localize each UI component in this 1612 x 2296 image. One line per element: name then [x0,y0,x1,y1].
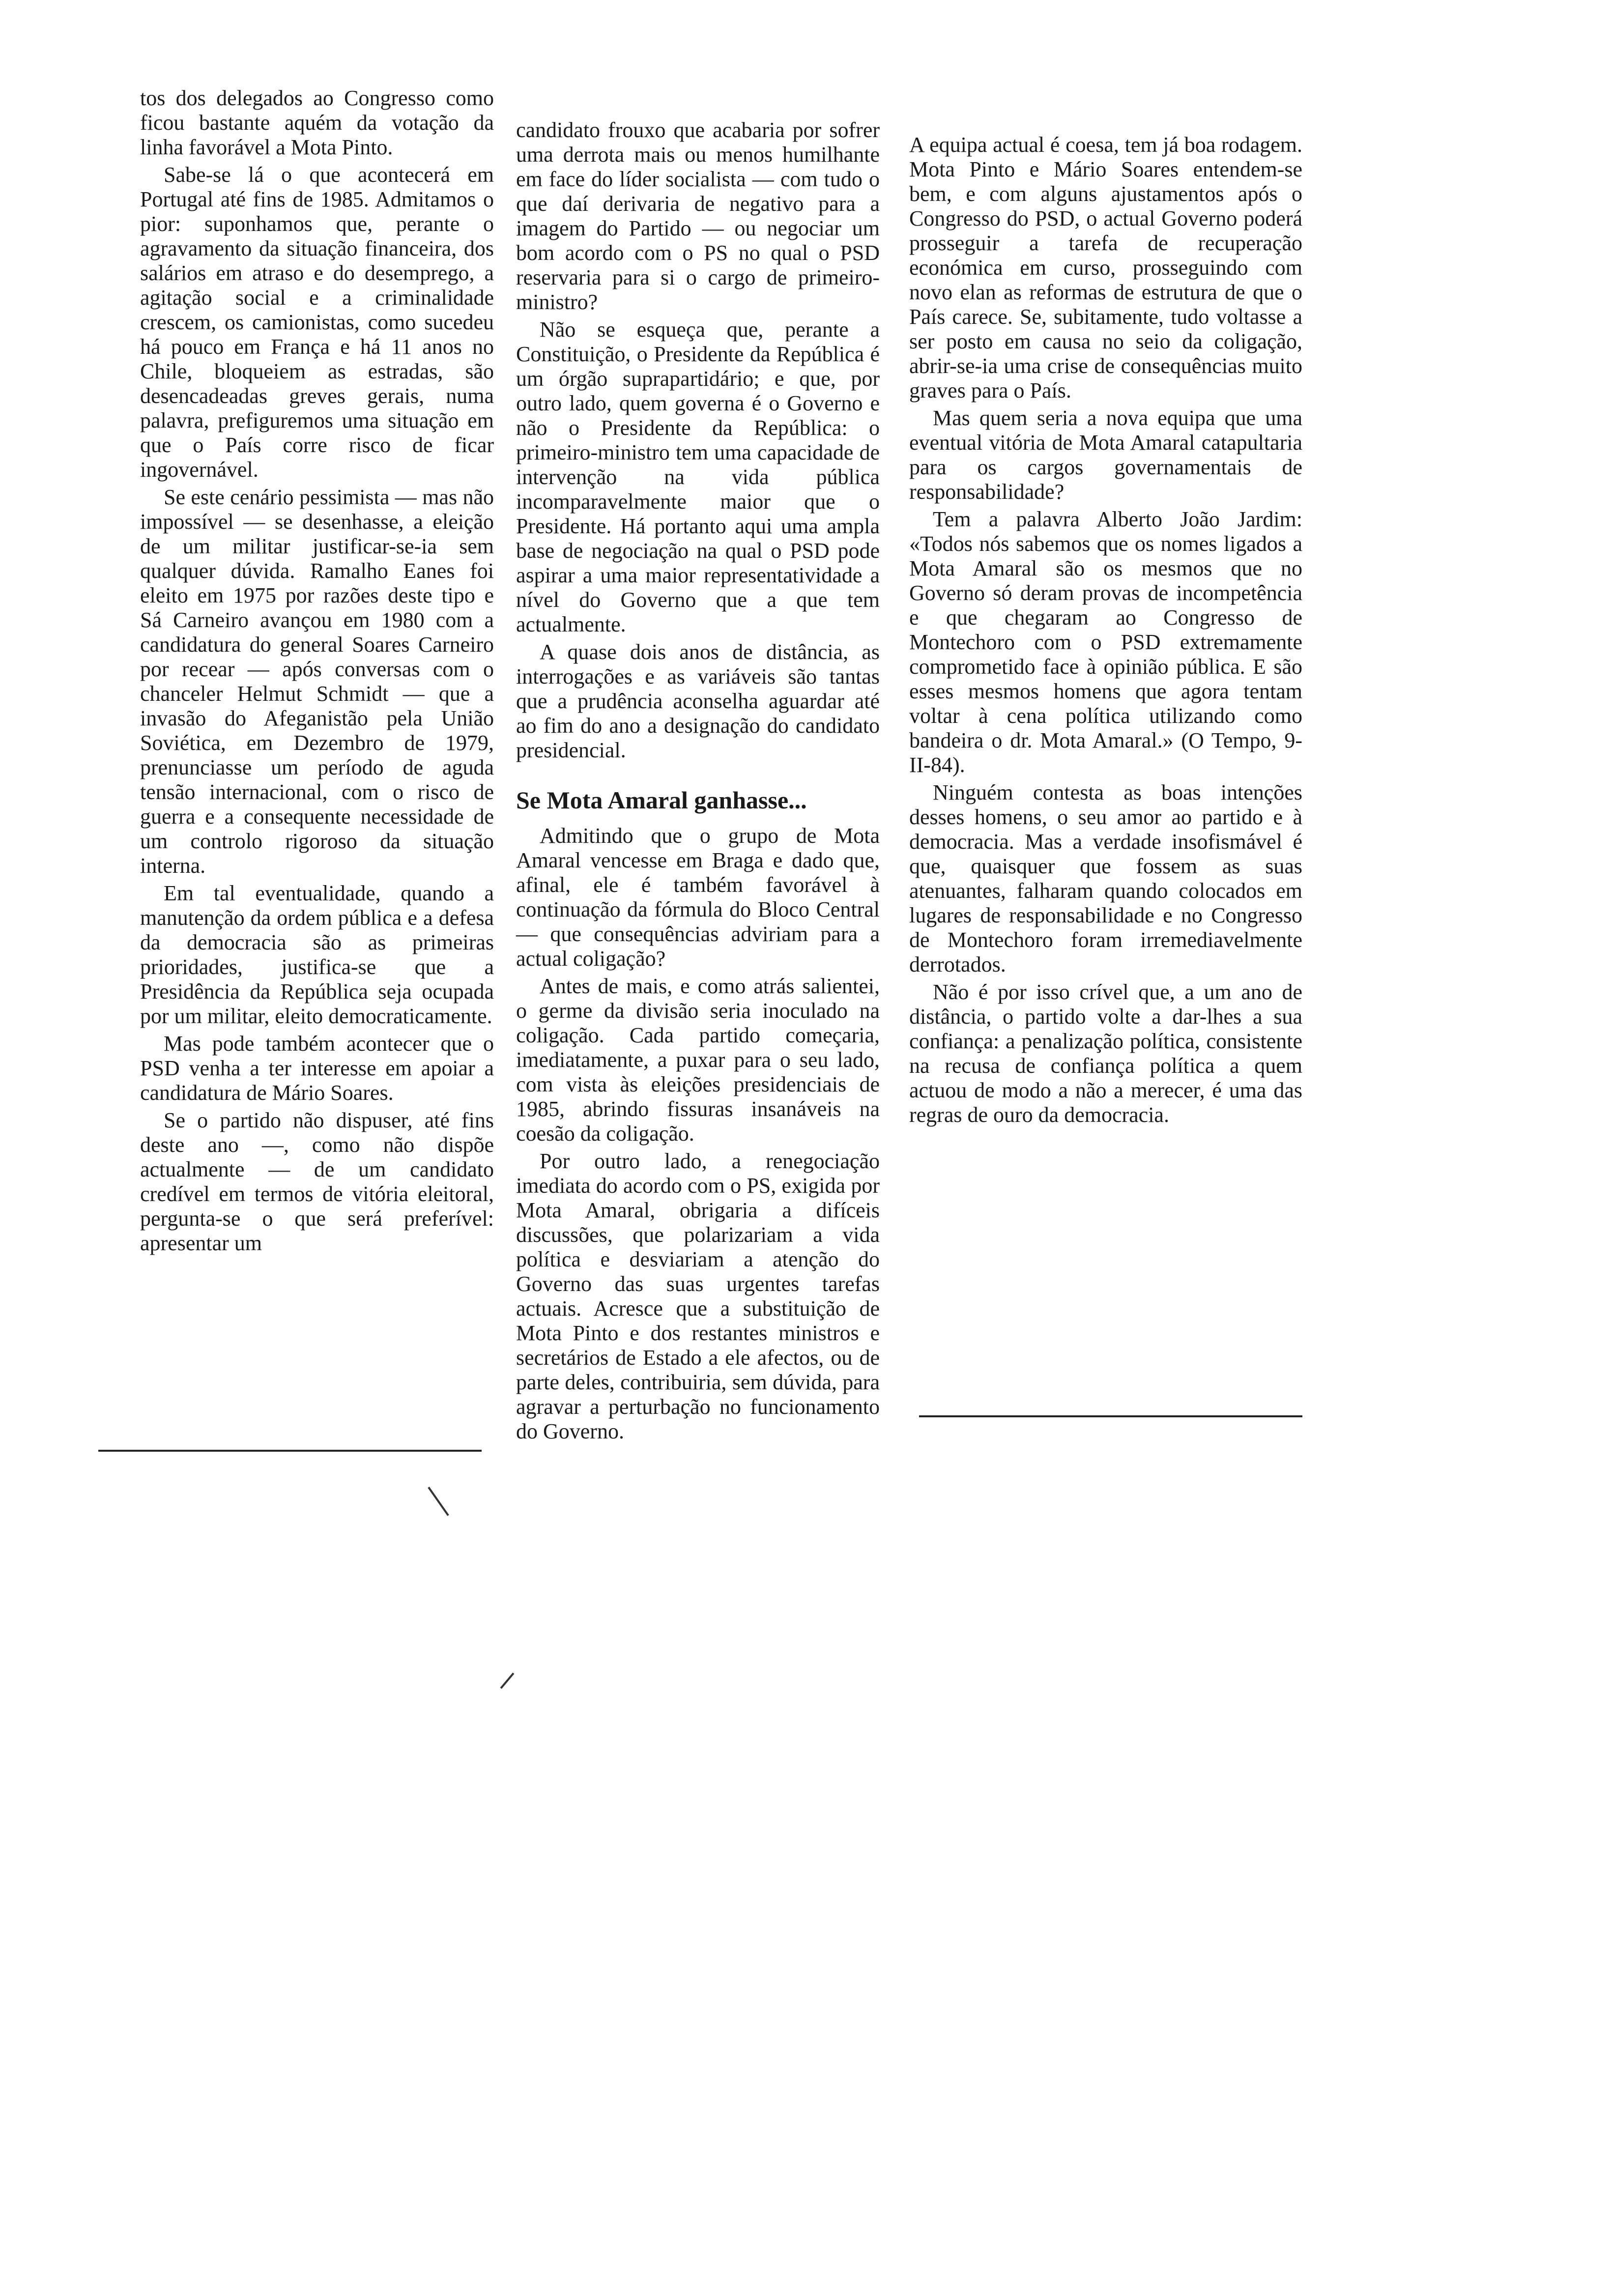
column-end-rule [919,1415,1302,1417]
paragraph: Se o partido não dispuser, até fins deste ano —, como não dispõe actualmente — de um candidato credível em termos de vitória eleitoral, pergunta-se o que será preferível: apresentar um [140,1108,494,1255]
paragraph: Mas pode também acontecer que o PSD venha a ter interesse em apoiar a candidatura de Mário Soares. [140,1032,494,1105]
column-end-rule [98,1450,482,1452]
paragraph: Admitindo que o grupo de Mota Amaral vencesse em Braga e dado que, afinal, ele é também favorável à continuação da fórmula do Bloco Central — que consequências adviriam para a actual coligação? [516,824,880,971]
paragraph: Por outro lado, a renegociação imediata do acordo com o PS, exigida por Mota Amaral, obrigaria a difíceis discussões, que polarizariam a vida política e desviariam a atenção do Governo das suas urgentes tarefas actuais. Acresce que a substituição de Mota Pinto e dos restantes ministros e secretários de Estado a ele afectos, ou de parte deles, contribuiria, sem dúvida, para agravar a perturbação no funcionamento do Governo. [516,1149,880,1443]
scan-mark [500,1672,515,1689]
paragraph: candidato frouxo que acabaria por sofrer uma derrota mais ou menos humilhante em face do líder socialista — com tudo o que daí derivaria de negativo para a imagem do Partido — ou negociar um bom acordo com o PS no qual o PSD reservaria para si o cargo de primeiro-ministro? [516,118,880,314]
scan-mark [428,1487,449,1516]
paragraph: Se este cenário pessimista — mas não impossível — se desenhasse, a eleição de um militar justificar-se-ia sem qualquer dúvida. Ramalho Eanes foi eleito em 1975 por razões deste tipo e Sá Carneiro avançou em 1980 com a candidatura do general Soares Carneiro por recear — após conversas com o chanceler Helmut Schmidt — que a invasão do Afeganistão pela União Soviética, em Dezembro de 1979, prenunciasse um período de aguda tensão internacional, com o risco de guerra e a consequente necessidade de um controlo rigoroso da situação interna. [140,485,494,878]
paragraph: Sabe-se lá o que acontecerá em Portugal até fins de 1985. Admitamos o pior: suponhamos que, perante o agravamento da situação financeira, dos salários em atraso e do desemprego, a agitação social e a criminalidade crescem, os camionistas, como sucedeu há pouco em França e há 11 anos no Chile, bloqueiem as estradas, são desencadeadas greves gerais, numa palavra, prefiguremos uma situação em que o País corre risco de ficar ingovernável. [140,163,494,482]
article-column-1 [140,86,494,1259]
paragraph: tos dos delegados ao Congresso como ficou bastante aquém da votação da linha favorável a Mota Pinto. [140,86,494,159]
paragraph: Antes de mais, e como atrás salientei, o germe da divisão seria inoculado na coligação. Cada partido começaria, imediatamente, a puxar para o seu lado, com vista às eleições presidenciais de 1985, abrindo fissuras insanáveis na coesão da coligação. [516,974,880,1146]
paragraph: Tem a palavra Alberto João Jardim: «Todos nós sabemos que os nomes ligados a Mota Amaral são os mesmos que no Governo só deram provas de incompetência e que chegaram ao Congresso de Montechoro com o PSD extremamente comprometido face à opinião pública. E são esses mesmos homens que agora tentam voltar à cena política utilizando como bandeira o dr. Mota Amaral.» (O Tempo, 9-II-84). [909,507,1302,777]
section-heading: Se Mota Amaral ganhasse... [516,786,807,814]
paragraph: Não se esqueça que, perante a Constituição, o Presidente da República é um órgão suprapartidário; e que, por outro lado, quem governa é o Governo e não o Presidente da República: o primeiro-ministro tem uma capacidade de intervenção na vida pública incomparavelmente maior que o Presidente. Há portanto aqui uma ampla base de negociação na qual o PSD pode aspirar a uma maior representatividade a nível do Governo que a que tem actualmente. [516,317,880,636]
paragraph: A quase dois anos de distância, as interrogações e as variáveis são tantas que a prudência aconselha aguardar até ao fim do ano a designação do candidato presidencial. [516,640,880,762]
paragraph: Mas quem seria a nova equipa que uma eventual vitória de Mota Amaral catapultaria para os cargos governamentais de responsabilidade? [909,406,1302,504]
paragraph: Em tal eventualidade, quando a manutenção da ordem pública e a defesa da democracia são as primeiras prioridades, justifica-se que a Presidência da República seja ocupada por um militar, eleito democraticamente. [140,881,494,1028]
article-column-2 [516,118,880,1447]
paragraph: Não é por isso crível que, a um ano de distância, o partido volte a dar-lhes a sua confiança: a penalização política, consistente na recusa de confiança política a quem actuou de modo a não a merecer, é uma das regras de ouro da democracia. [909,980,1302,1127]
paragraph: A equipa actual é coesa, tem já boa rodagem. Mota Pinto e Mário Soares entendem-se bem, e com alguns ajustamentos após o Congresso do PSD, o actual Governo poderá prosseguir a tarefa de recuperação económica em curso, prosseguindo com novo elan as reformas de estrutura de que o País carece. Se, subitamente, tudo voltasse a ser posto em causa no seio da coligação, abrir-se-ia uma crise de consequências muito graves para o País. [909,133,1302,402]
article-column-3 [909,133,1302,1130]
paragraph: Ninguém contesta as boas intenções desses homens, o seu amor ao partido e à democracia. Mas a verdade insofismável é que, quaisquer que fossem as suas atenuantes, falharam quando colocados em lugares de responsabilidade e no Congresso de Montechoro foram irremediavelmente derrotados. [909,780,1302,976]
